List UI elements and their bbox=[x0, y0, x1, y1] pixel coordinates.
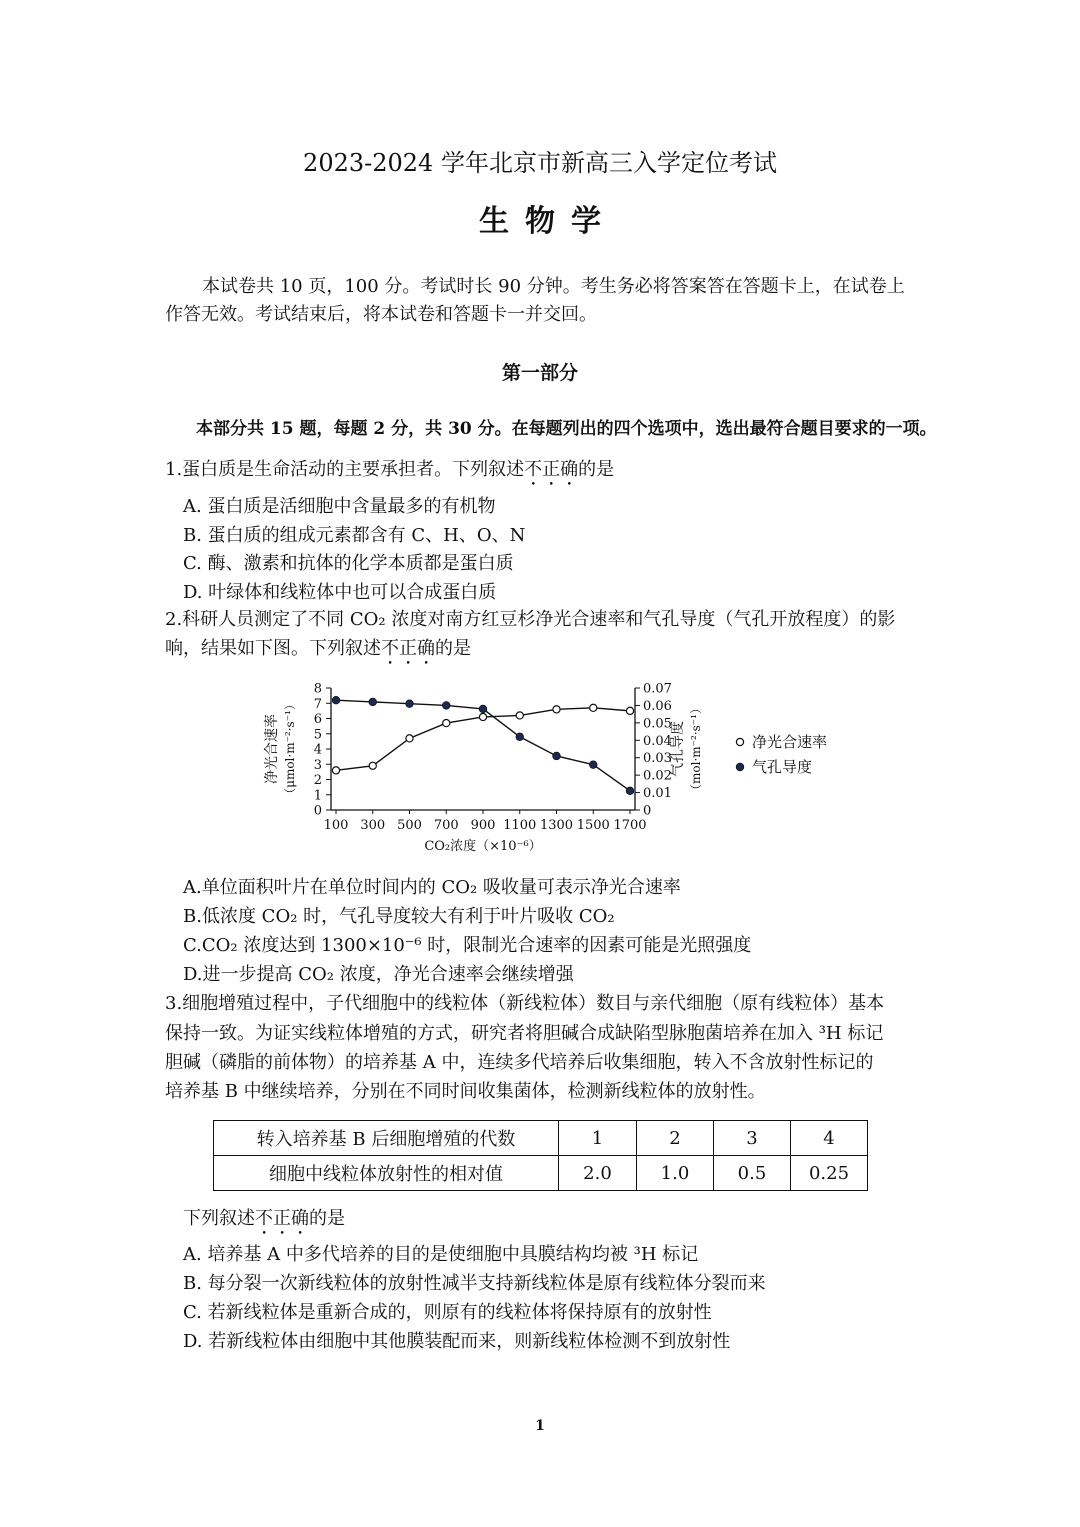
q3-stem-line-1: 3.细胞增殖过程中，子代细胞中的线粒体（新线粒体）数目与亲代细胞（原有线粒体）基本 bbox=[165, 993, 885, 1014]
x-tick-label: 100 bbox=[323, 818, 349, 833]
data-point-open bbox=[406, 735, 413, 742]
q3-stem-line-2: 保持一致。为证实线粒体增殖的方式，研究者将胆碱合成缺陷型脉胞菌培养在加入 ³H 标记 bbox=[165, 1023, 884, 1044]
right-tick-label: 0.06 bbox=[643, 698, 672, 714]
intro-line-1: 本试卷共 10 页，100 分。考试时长 90 分钟。考生务必将答案答在答题卡上，在试卷上 bbox=[202, 276, 905, 297]
data-point-filled bbox=[369, 698, 377, 706]
part-instructions: 本部分共 15 题，每题 2 分，共 30 分。在每题列出的四个选项中，选出最符合题目要求的一项。 bbox=[196, 419, 937, 439]
data-point-open bbox=[553, 706, 560, 713]
data-point-open bbox=[516, 712, 523, 719]
left-tick-label: 5 bbox=[313, 727, 322, 743]
q1-option-c: C. 酶、激素和抗体的化学本质都是蛋白质 bbox=[183, 553, 514, 574]
table-cell: 3 bbox=[714, 1121, 791, 1156]
x-tick-label: 700 bbox=[433, 818, 459, 833]
data-point-filled bbox=[626, 787, 634, 795]
q2-stem-line-1: 2.科研人员测定了不同 CO₂ 浓度对南方红豆杉净光合速率和气孔导度（气孔开放程度）的影 bbox=[165, 609, 896, 630]
table-cell: 1.0 bbox=[637, 1156, 714, 1191]
q2-stem-pre: 响，结果如下图。下列叙述 bbox=[165, 638, 381, 659]
q3-question-emphasis: 不正确 bbox=[255, 1208, 309, 1229]
right-tick-label: 0.04 bbox=[643, 733, 672, 749]
data-point-filled bbox=[589, 761, 597, 769]
legend-label: 气孔导度 bbox=[752, 758, 813, 776]
table-cell: 2 bbox=[637, 1121, 714, 1156]
right-tick-label: 0.02 bbox=[643, 768, 672, 784]
table-cell: 细胞中线粒体放射性的相对值 bbox=[214, 1156, 559, 1191]
table-cell: 2.0 bbox=[559, 1156, 637, 1191]
data-point-filled bbox=[406, 700, 414, 708]
data-point-open bbox=[590, 704, 597, 711]
q1-stem-emphasis: 不正确 bbox=[524, 459, 579, 480]
q2-option-c: C.CO₂ 浓度达到 1300×10⁻⁶ 时，限制光合速率的因素可能是光照强度 bbox=[183, 935, 752, 956]
data-point-filled bbox=[442, 702, 450, 710]
q2-option-a: A.单位面积叶片在单位时间内的 CO₂ 吸收量可表示净光合速率 bbox=[183, 877, 681, 898]
table-cell: 1 bbox=[559, 1121, 637, 1156]
right-y-axis-label: 气孔导度 bbox=[670, 721, 686, 777]
q1-stem bbox=[165, 456, 614, 490]
q1-stem-post: 的是 bbox=[578, 459, 615, 480]
x-tick-label: 900 bbox=[470, 818, 496, 833]
q3-question-pre: 下列叙述 bbox=[183, 1208, 255, 1229]
data-point-open bbox=[479, 713, 486, 720]
right-tick-label: 0 bbox=[643, 803, 652, 819]
left-tick-label: 8 bbox=[313, 681, 322, 697]
q1-stem-pre: 1.蛋白质是生命活动的主要承担者。下列叙述 bbox=[165, 459, 525, 480]
part-title: 第一部分 bbox=[501, 362, 578, 384]
legend-marker-open bbox=[736, 738, 743, 745]
right-tick-label: 0.05 bbox=[643, 716, 672, 732]
page-number: 1 bbox=[535, 1418, 545, 1434]
x-tick-label: 1700 bbox=[613, 818, 647, 833]
q2-option-b: B.低浓度 CO₂ 时，气孔导度较大有利于叶片吸收 CO₂ bbox=[183, 906, 615, 927]
q2-option-d: D.进一步提高 CO₂ 浓度，净光合速率会继续增强 bbox=[183, 964, 574, 985]
q3-question bbox=[183, 1205, 345, 1239]
left-tick-label: 0 bbox=[313, 803, 322, 819]
exam-title: 2023-2024 学年北京市新高三入学定位考试 bbox=[303, 149, 777, 177]
co2-chart bbox=[250, 670, 870, 870]
left-tick-label: 3 bbox=[313, 757, 322, 773]
data-point-open bbox=[369, 762, 376, 769]
q1-option-d: D. 叶绿体和线粒体中也可以合成蛋白质 bbox=[183, 582, 497, 603]
table-cell: 4 bbox=[791, 1121, 868, 1156]
x-tick-label: 300 bbox=[360, 818, 386, 833]
x-tick-label: 1300 bbox=[539, 818, 574, 833]
right-tick-label: 0.07 bbox=[643, 681, 672, 697]
x-tick-label: 500 bbox=[397, 818, 422, 833]
left-y-axis-unit: （μmol·m⁻²·s⁻¹） bbox=[283, 698, 297, 800]
right-tick-label: 0.01 bbox=[643, 786, 672, 802]
left-tick-label: 2 bbox=[313, 773, 322, 788]
left-tick-label: 1 bbox=[313, 788, 322, 804]
q3-option-a: A. 培养基 A 中多代培养的目的是使细胞中具膜结构均被 ³H 标记 bbox=[183, 1244, 699, 1265]
intro-line-2: 作答无效。考试结束后，将本试卷和答题卡一并交回。 bbox=[165, 304, 597, 325]
q2-stem-post: 的是 bbox=[435, 638, 471, 659]
subject-title: 生物学 bbox=[479, 204, 617, 239]
table-row bbox=[214, 1121, 868, 1156]
left-y-axis-label: 净光合速率 bbox=[264, 714, 280, 784]
data-point-open bbox=[626, 707, 633, 714]
q3-data-table bbox=[213, 1120, 868, 1191]
table-cell: 0.5 bbox=[714, 1156, 791, 1191]
legend-marker-filled bbox=[736, 763, 744, 771]
q1-option-a: A. 蛋白质是活细胞中含量最多的有机物 bbox=[183, 496, 496, 517]
x-tick-label: 1100 bbox=[503, 818, 537, 833]
left-tick-label: 4 bbox=[313, 742, 322, 758]
q2-stem-emphasis: 不正确 bbox=[381, 638, 435, 659]
q1-option-b: B. 蛋白质的组成元素都含有 C、H、O、N bbox=[183, 525, 526, 546]
data-point-filled bbox=[332, 696, 340, 704]
table-cell: 0.25 bbox=[791, 1156, 868, 1191]
table-row bbox=[214, 1156, 868, 1191]
table-cell: 转入培养基 B 后细胞增殖的代数 bbox=[214, 1121, 559, 1156]
q3-question-post: 的是 bbox=[309, 1208, 345, 1229]
left-tick-label: 6 bbox=[313, 712, 322, 727]
data-point-open bbox=[332, 767, 339, 774]
left-tick-label: 7 bbox=[313, 696, 322, 712]
q3-option-c: C. 若新线粒体是重新合成的，则原有的线粒体将保持原有的放射性 bbox=[183, 1302, 712, 1323]
q2-stem-line-2 bbox=[165, 635, 471, 669]
right-tick-label: 0.03 bbox=[643, 751, 672, 767]
x-axis-label: CO₂浓度（×10⁻⁶） bbox=[424, 839, 542, 854]
q3-option-b: B. 每分裂一次新线粒体的放射性减半支持新线粒体是原有线粒体分裂而来 bbox=[183, 1273, 766, 1294]
q3-stem-line-3: 胆碱（磷脂的前体物）的培养基 A 中，连续多代培养后收集细胞，转入不含放射性标记的 bbox=[165, 1052, 874, 1073]
legend-label: 净光合速率 bbox=[752, 733, 828, 751]
data-point-open bbox=[443, 719, 450, 726]
data-point-filled bbox=[479, 705, 487, 713]
q3-stem-line-4: 培养基 B 中继续培养，分别在不同时间收集菌体，检测新线粒体的放射性。 bbox=[165, 1081, 766, 1102]
right-y-axis-unit: （mol·m⁻²·s⁻¹） bbox=[689, 702, 703, 796]
x-tick-label: 1500 bbox=[576, 818, 610, 833]
q3-option-d: D. 若新线粒体由细胞中其他膜装配而来，则新线粒体检测不到放射性 bbox=[183, 1331, 731, 1352]
data-point-filled bbox=[516, 733, 524, 741]
data-point-filled bbox=[553, 752, 561, 760]
